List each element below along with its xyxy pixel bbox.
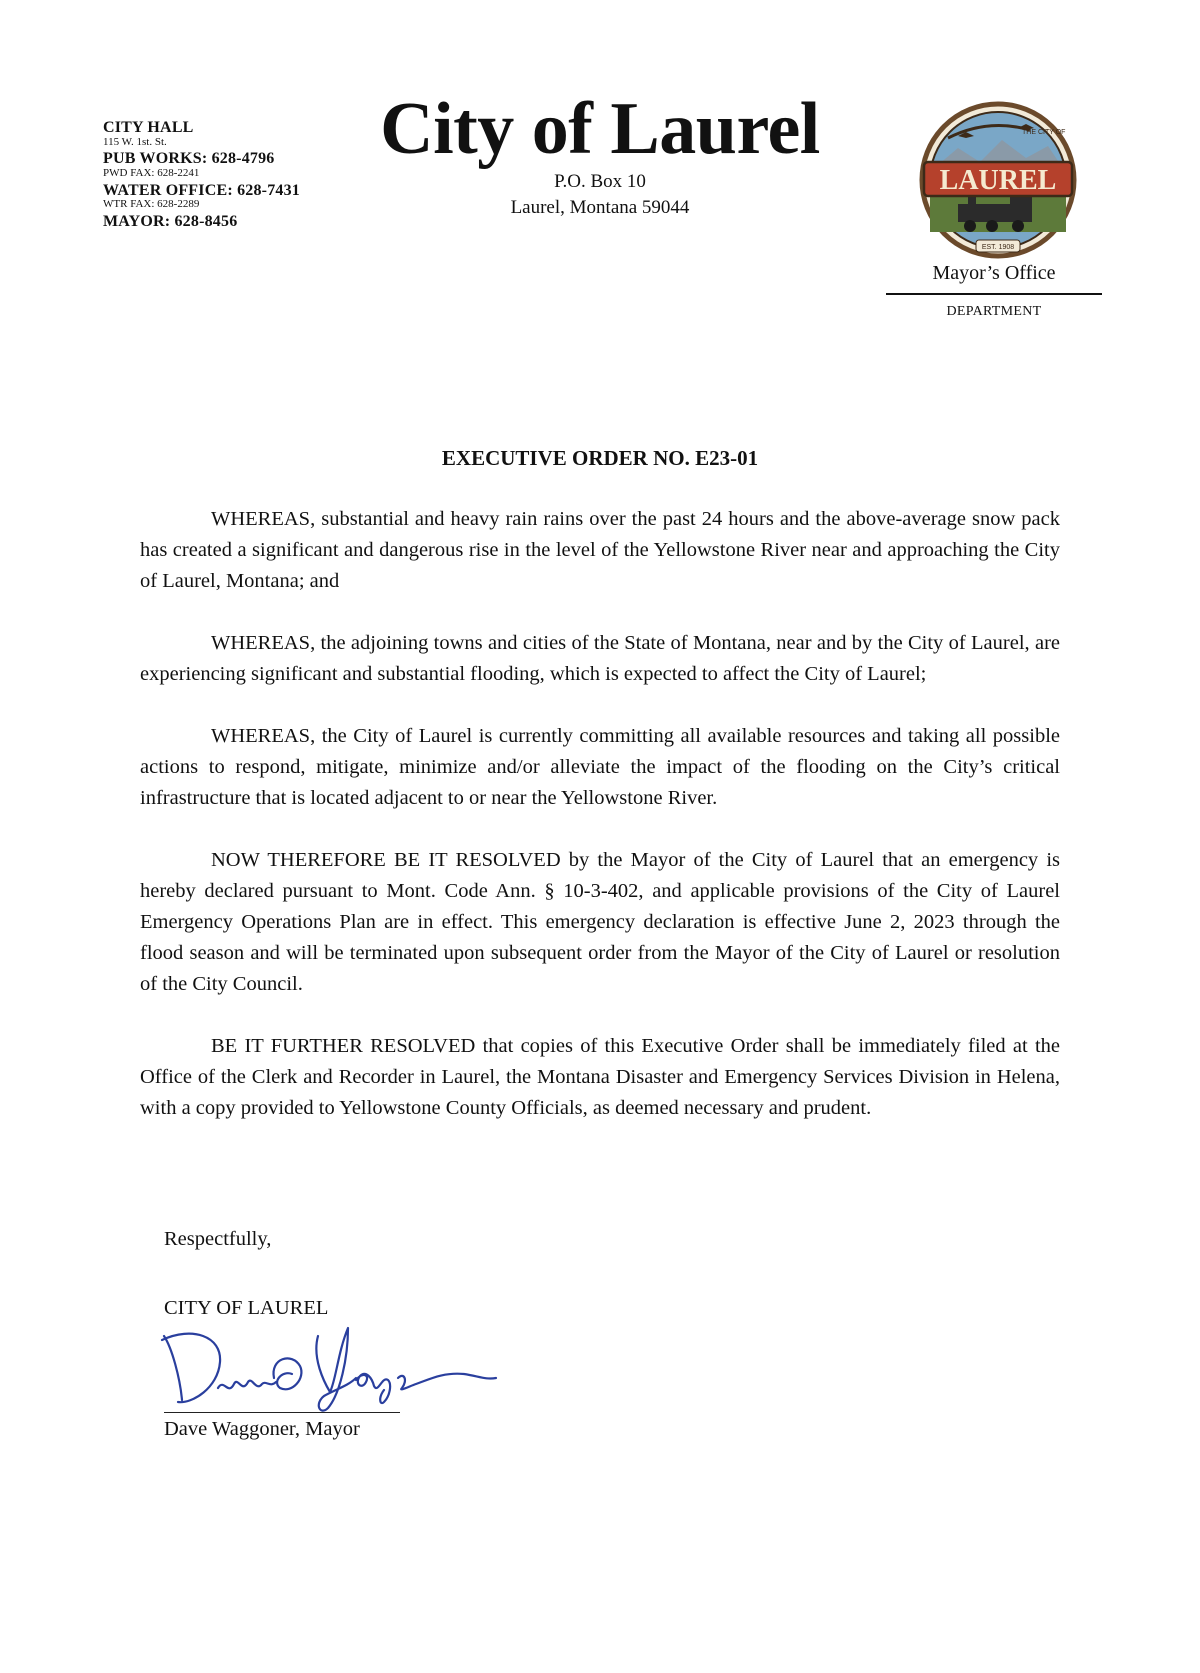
organization: CITY OF LAUREL: [164, 1297, 329, 1319]
closing: Respectfully,: [164, 1228, 272, 1250]
department-name: Mayor’s Office: [886, 262, 1102, 295]
pub-works-phone: PUB WORKS: 628-4796: [103, 150, 275, 168]
seal-est-text: EST. 1908: [981, 244, 1015, 251]
po-box: P.O. Box 10: [554, 171, 646, 192]
paragraph-4: NOW THEREFORE BE IT RESOLVED by the Mayor of the City of Laurel that an emergency is hereby declared pursuant to Mont. Code Ann. § 10-3-402, and applicable provisions of the City of Laurel Emergency Operations Plan are in effect. This emergency declaration is effective June 2, 2023 through the flood season and will be terminated upon subsequent order from the Mayor of the City of Laurel or resolution of the City Council.: [140, 849, 1060, 995]
seal-top-text: THE CITY OF: [1022, 129, 1066, 136]
city-state-zip: Laurel, Montana 59044: [510, 196, 690, 218]
paragraph-2: WHEREAS, the adjoining towns and cities of the State of Montana, near and by the City of Laurel, are experiencing significant and substantial flooding, which is expected to affect the City of Laurel;: [140, 632, 1060, 685]
seal-name-text: LAUREL: [939, 165, 1057, 196]
city-hall-label: CITY HALL: [103, 119, 194, 136]
order-title: EXECUTIVE ORDER NO. E23-01: [441, 446, 759, 470]
pwd-fax: PWD FAX: 628-2241: [103, 167, 200, 180]
wtr-fax: WTR FAX: 628-2289: [103, 198, 200, 211]
water-office-phone: WATER OFFICE: 628-7431: [103, 181, 300, 199]
mayor-phone: MAYOR: 628-8456: [103, 213, 238, 231]
department-label: DEPARTMENT: [946, 304, 1042, 319]
signature-line: [164, 1412, 400, 1413]
signer-name: Dave Waggoner, Mayor: [164, 1418, 360, 1440]
paragraph-5: BE IT FURTHER RESOLVED that copies of this Executive Order shall be immediately filed at the Office of the Clerk and Recorder in Laurel, the Montana Disaster and Emergency Services Division in Helena, with a copy provided to Yellowstone County Officials, as deemed necessary and prudent.: [140, 1035, 1060, 1119]
city-hall-address: 115 W. 1st. St.: [103, 135, 167, 148]
order-body: [140, 504, 1060, 1155]
masthead: [340, 88, 860, 218]
paragraph-3: WHEREAS, the City of Laurel is currently committing all available resources and taking all possible actions to respond, mitigate, minimize and/or alleviate the impact of the flooding on the City’s critical infrastructure that is located adjacent to or near the Yellowstone River.: [140, 725, 1060, 809]
contact-block: [103, 120, 300, 231]
paragraph-1: WHEREAS, substantial and heavy rain rains over the past 24 hours and the above-average snow pack has created a significant and dangerous rise in the level of the Yellowstone River near and approaching the City of Laurel, Montana; and: [140, 508, 1060, 592]
city-seal-logo: [918, 100, 1078, 260]
department-block: [886, 262, 1102, 320]
city-name: City of Laurel: [380, 88, 820, 170]
